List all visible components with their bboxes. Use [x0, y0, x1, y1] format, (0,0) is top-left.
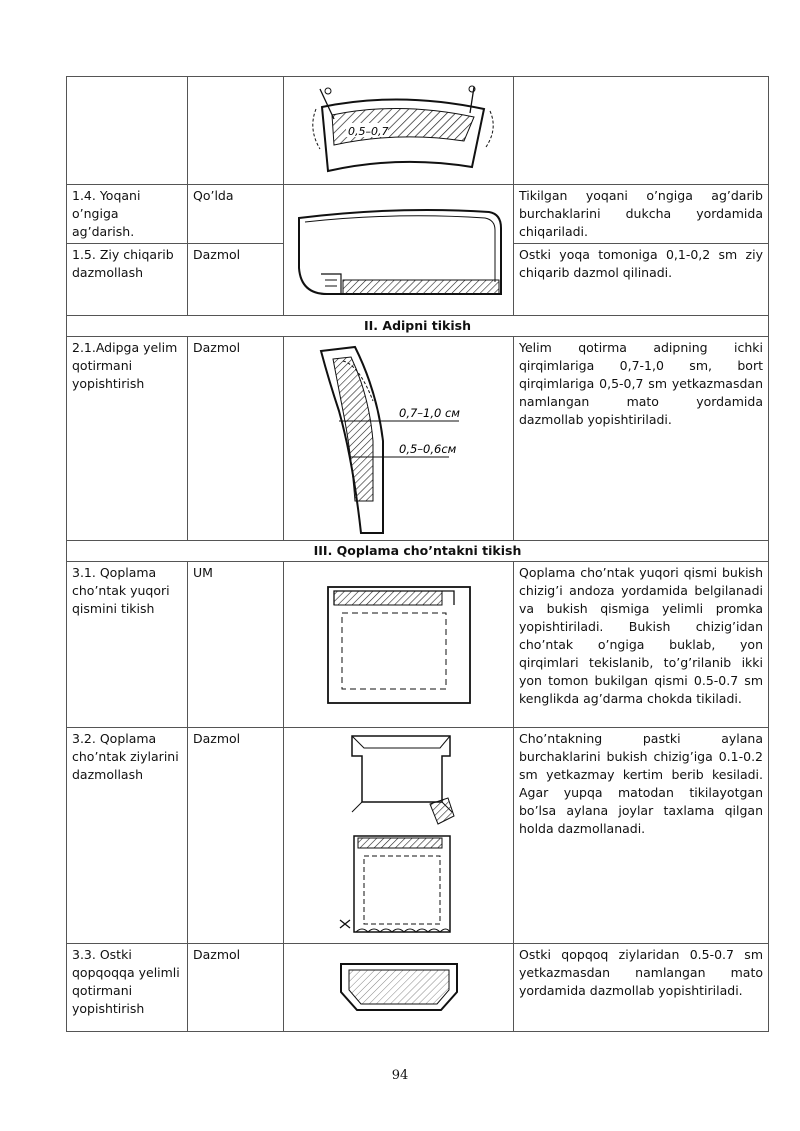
tool-cell: UM — [188, 562, 284, 728]
tool-cell: Dazmol — [188, 728, 284, 944]
description-cell: Tikilgan yoqani o’ngiga ag’darib burchaklarini dukcha yordamida chiqariladi. — [514, 185, 769, 244]
description-cell: Qoplama cho’ntak yuqori qismi bukish chizig’i andoza yordamida belgilanadi va bukish qismiga yelimli promka yopishtiriladi. Bukish chizig’idan cho’ntak o’ngiga buklab, yon qirqimlari tekislanib, to’g’rilanib ikki yon tomon bukilgan qismi 0.5-0.7 sm kenglikda ag’darma chokda tikiladi. — [514, 562, 769, 728]
collar-stitch-figure — [284, 77, 514, 185]
tool-cell: Qo’lda — [188, 185, 284, 244]
section-title: II. Adipni tikish — [67, 316, 769, 337]
facing-label-2: 0,5–0,6см — [398, 441, 456, 456]
step-cell: 3.3. Ostki qopqoqqa yelimli qotirmani yopishtirish — [67, 944, 188, 1032]
step-cell: 2.1.Adipga yelim qotirmani yopishtirish — [67, 337, 188, 541]
table-row — [67, 337, 769, 541]
step-cell: 3.1. Qoplama cho’ntak yuqori qismini tikish — [67, 562, 188, 728]
pocket-seam-allowance-figure — [284, 728, 514, 944]
section-title: III. Qoplama cho’ntakni tikish — [67, 541, 769, 562]
pocket-flap-figure — [284, 944, 514, 1032]
collar-turn-figure — [284, 185, 514, 316]
patch-pocket-top-figure — [284, 562, 514, 728]
section-row — [67, 316, 769, 337]
description-cell: Ostki qopqoq ziylaridan 0.5-0.7 sm yetkazmasdan namlangan mato yordamida dazmollab yopishtiriladi. — [514, 944, 769, 1032]
table-row — [67, 185, 769, 244]
table-row — [67, 728, 769, 944]
section-row — [67, 541, 769, 562]
step-cell: 1.4. Yoqani o’ngiga ag’darish. — [67, 185, 188, 244]
facing-label-1: 0,7–1,0 см — [398, 405, 460, 420]
description-cell: Ostki yoqa tomoniga 0,1-0,2 sm ziy chiqarib dazmol qilinadi. — [514, 244, 769, 316]
description-cell: Cho’ntakning pastki aylana burchaklarini bukish chizig’iga 0.1-0.2 sm yetkazmay kertim berib kesiladi. Agar yupqa matodan tikilayotgan bo’lsa aylana joylar taxlama qilgan holda dazmollanadi. — [514, 728, 769, 944]
step-cell: 3.2. Qoplama cho’ntak ziylarini dazmollash — [67, 728, 188, 944]
tool-cell: Dazmol — [188, 944, 284, 1032]
table-row — [67, 944, 769, 1032]
table-row — [67, 77, 769, 185]
facing-interfacing-figure — [284, 337, 514, 541]
collar-seam-label: 0,5–0,7 — [347, 124, 388, 138]
process-table — [66, 76, 769, 1032]
tool-cell: Dazmol — [188, 244, 284, 316]
step-cell: 1.5. Ziy chiqarib dazmollash — [67, 244, 188, 316]
description-cell: Yelim qotirma adipning ichki qirqimlariga 0,7-1,0 sm, bort qirqimlariga 0,5-0,7 sm yetkazmasdan namlangan mato yordamida dazmollab yopishtiriladi. — [514, 337, 769, 541]
tool-cell: Dazmol — [188, 337, 284, 541]
page-number: 94 — [391, 1068, 409, 1083]
table-row — [67, 562, 769, 728]
